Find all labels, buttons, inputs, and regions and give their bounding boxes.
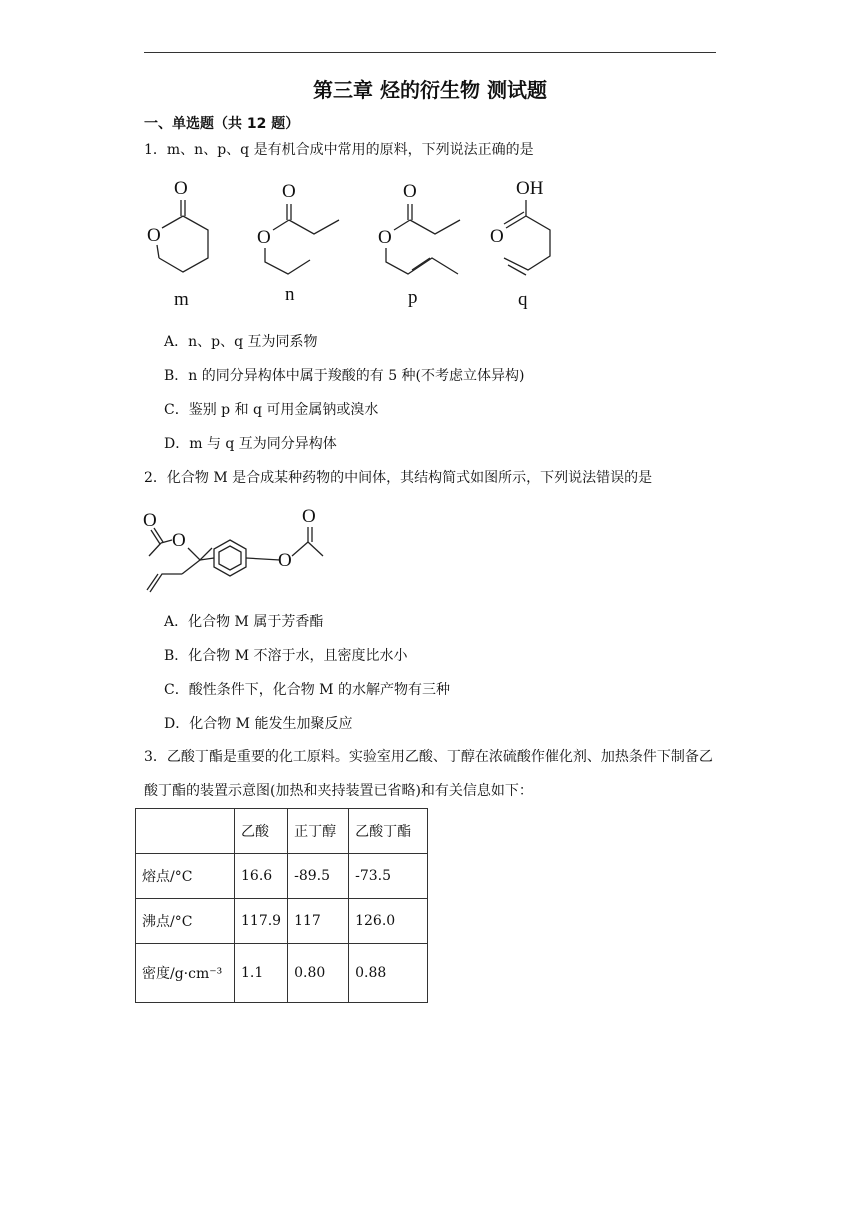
q2-structure-figure [140, 500, 340, 600]
table-header-cell: 乙酸 [235, 809, 288, 854]
atom-oh: OH [516, 178, 544, 199]
table-cell: -73.5 [349, 854, 428, 899]
properties-table [135, 808, 428, 1003]
structure-q [490, 178, 550, 310]
q1-option-a: A．n、p、q 互为同系物 [164, 334, 318, 350]
q1-structures-figure [140, 172, 560, 312]
page-title: 第三章 烃的衍生物 测试题 [313, 78, 547, 102]
structure-n [257, 181, 339, 305]
q2-option-a: A．化合物 M 属于芳香酯 [164, 614, 324, 630]
atom-o: O [378, 227, 392, 248]
table-row [136, 944, 428, 1003]
table-cell: 密度/g·cm⁻³ [136, 944, 235, 1003]
table-header-row [136, 809, 428, 854]
atom-o: O [174, 178, 188, 199]
structure-label-p: p [408, 287, 418, 308]
question-3-stem: 3．乙酸丁酯是重要的化工原料。实验室用乙酸、丁醇在浓硫酸作催化剂、加热条件下制备乙酸丁酯的装置示意图(加热和夹持装置已省略)和有关信息如下： [144, 749, 713, 799]
section-heading: 一、单选题（共 12 题） [144, 116, 300, 132]
table-row [136, 854, 428, 899]
question-1-stem: 1．m、n、p、q 是有机合成中常用的原料，下列说法正确的是 [144, 142, 534, 158]
q1-option-b: B．n 的同分异构体中属于羧酸的有 5 种(不考虑立体异构) [164, 368, 525, 384]
table-cell: 1.1 [235, 944, 288, 1003]
atom-o: O [147, 225, 161, 246]
table-cell: -89.5 [288, 854, 349, 899]
atom-o: O [278, 550, 292, 571]
q2-option-b: B．化合物 M 不溶于水，且密度比水小 [164, 648, 408, 664]
table-header-cell [136, 809, 235, 854]
atom-o: O [143, 510, 157, 531]
atom-o: O [302, 506, 316, 527]
q1-option-c: C．鉴别 p 和 q 可用金属钠或溴水 [164, 402, 379, 418]
atom-o: O [403, 181, 417, 202]
table-cell: 0.80 [288, 944, 349, 1003]
table-cell: 126.0 [349, 899, 428, 944]
atom-o: O [282, 181, 296, 202]
table-header-cell: 乙酸丁酯 [349, 809, 428, 854]
structure-label-q: q [518, 289, 528, 310]
table-header-cell: 正丁醇 [288, 809, 349, 854]
table-cell: 熔点/°C [136, 854, 235, 899]
table-cell: 0.88 [349, 944, 428, 1003]
structure-label-m: m [174, 289, 189, 310]
q1-option-d: D．m 与 q 互为同分异构体 [164, 436, 337, 452]
header-rule [144, 52, 716, 53]
atom-o: O [172, 530, 186, 551]
structure-p [378, 181, 460, 308]
atom-o: O [490, 226, 504, 247]
table-cell: 117 [288, 899, 349, 944]
q2-option-c: C．酸性条件下，化合物 M 的水解产物有三种 [164, 682, 450, 698]
table-row [136, 899, 428, 944]
q2-option-d: D．化合物 M 能发生加聚反应 [164, 716, 353, 732]
table-cell: 沸点/°C [136, 899, 235, 944]
table-cell: 117.9 [235, 899, 288, 944]
table-cell: 16.6 [235, 854, 288, 899]
structure-label-n: n [285, 284, 295, 305]
question-2-stem: 2．化合物 M 是合成某种药物的中间体，其结构简式如图所示，下列说法错误的是 [144, 470, 653, 486]
atom-o: O [257, 227, 271, 248]
structure-m [147, 178, 208, 310]
